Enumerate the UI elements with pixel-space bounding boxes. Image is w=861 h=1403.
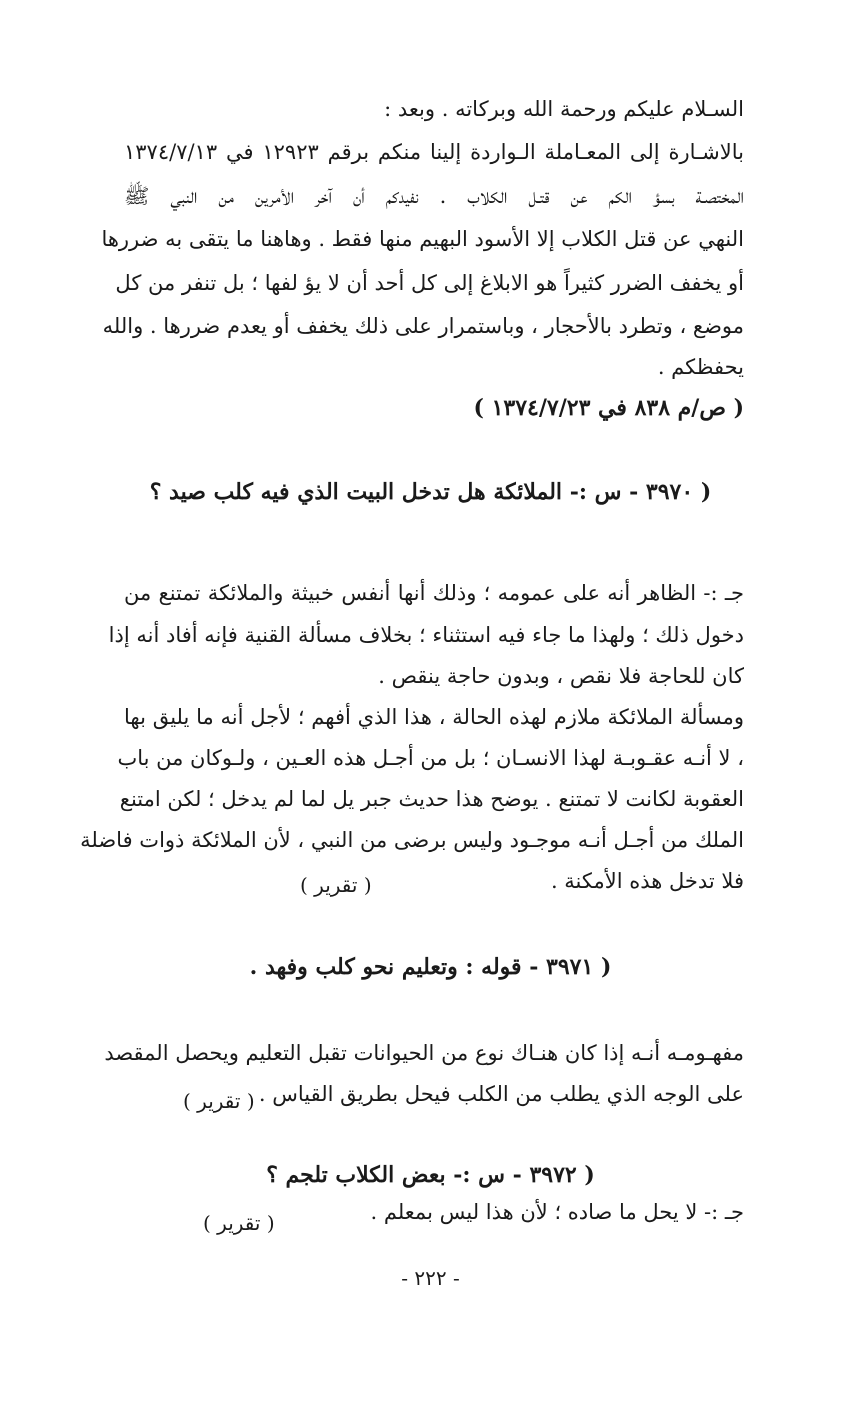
text-line: مفهـومـه أنـه إذا كان هنـاك نوع من الحيوانات تقبل التعليم ويحصل المقصد xyxy=(104,1041,744,1065)
page-number: - ٢٢٢ - xyxy=(401,1266,460,1290)
paragraph-line: ومسألة الملائكة ملازم لهذه الحالة ، هذا الذي أفهم ؛ لأجل أنه ما يليق بها xyxy=(124,705,744,729)
answer-line: جـ :- الظاهر أنه على عمومه ؛ وذلك أنها أنفس خبيثة والملائكة تمتنع من xyxy=(124,581,744,605)
paragraph-line: الملك من أجـل أنـه موجـود وليس برضى من النبي ، لأن الملائكة ذوات فاضلة xyxy=(80,828,744,852)
text-line: على الوجه الذي يطلب من الكلب فيحل بطريق القياس . xyxy=(258,1082,744,1106)
letter-line: النهي عن قتل الكلاب إلا الأسود البهيم منها فقط . وهاهنا ما يتقى به ضررها xyxy=(101,227,744,251)
source-tag: ( تقرير ) xyxy=(183,1089,255,1113)
letter-line: بالاشـارة إلى المعـاملة الـواردة إلينا منكم برقم ١٢٩٢٣ في ١٣٧٤/٧/١٣ xyxy=(124,140,744,164)
source-tag: ( تقرير ) xyxy=(203,1211,275,1235)
paragraph-line: العقوبة لكانت لا تمتنع . يوضح هذا حديث جبر يل لما لم يدخل ؛ لكن امتنع xyxy=(119,787,744,811)
letter-reference: ( ص/م ٨٣٨ في ١٣٧٤/٧/٢٣ ) xyxy=(473,395,744,421)
question-heading-3972: ( ٣٩٧٢ - س :- بعض الكلاب تلجم ؟ xyxy=(266,1162,595,1188)
question-heading-3971: ( ٣٩٧١ - قوله : وتعليم نحو كلب وفهد . xyxy=(249,954,612,980)
letter-greeting: السـلام عليكم ورحمة الله وبركاته . وبعد : xyxy=(384,97,744,121)
letter-line: موضع ، وتطرد بالأحجار ، وباستمرار على ذلك يخفف أو يعدم ضررها . والله xyxy=(102,314,744,338)
answer-line: كان للحاجة فلا نقص ، وبدون حاجة ينقص . xyxy=(378,664,744,688)
source-tag: ( تقرير ) xyxy=(300,873,372,897)
answer-line: جـ :- لا يحل ما صاده ؛ لأن هذا ليس بمعلم . xyxy=(370,1200,744,1224)
paragraph-line: ، لا أنـه عقـوبـة لهذا الانسـان ؛ بل من أجـل هذه العـين ، ولـوكان من باب xyxy=(117,746,744,770)
letter-line: المختصـة بسؤ الكم عن قتـل الكلاب . نفيدكم أن آخر الأمرين من النبي ﷺ xyxy=(124,184,744,208)
question-heading-3970: ( ٣٩٧٠ - س :- الملائكة هل تدخل البيت الذي فيه كلب صيد ؟ xyxy=(149,479,712,505)
paragraph-line: فلا تدخل هذه الأمكنة . xyxy=(550,869,744,893)
letter-closing: يحفظكم . xyxy=(657,355,744,379)
letter-line: أو يخفف الضرر كثيراً هو الابلاغ إلى كل أحد أن لا يؤ لفها ؛ بل تنفر من كل xyxy=(115,271,744,295)
answer-line: دخول ذلك ؛ ولهذا ما جاء فيه استثناء ؛ بخلاف مسألة القنية فإنه أفاد أنه إذا xyxy=(108,623,744,647)
